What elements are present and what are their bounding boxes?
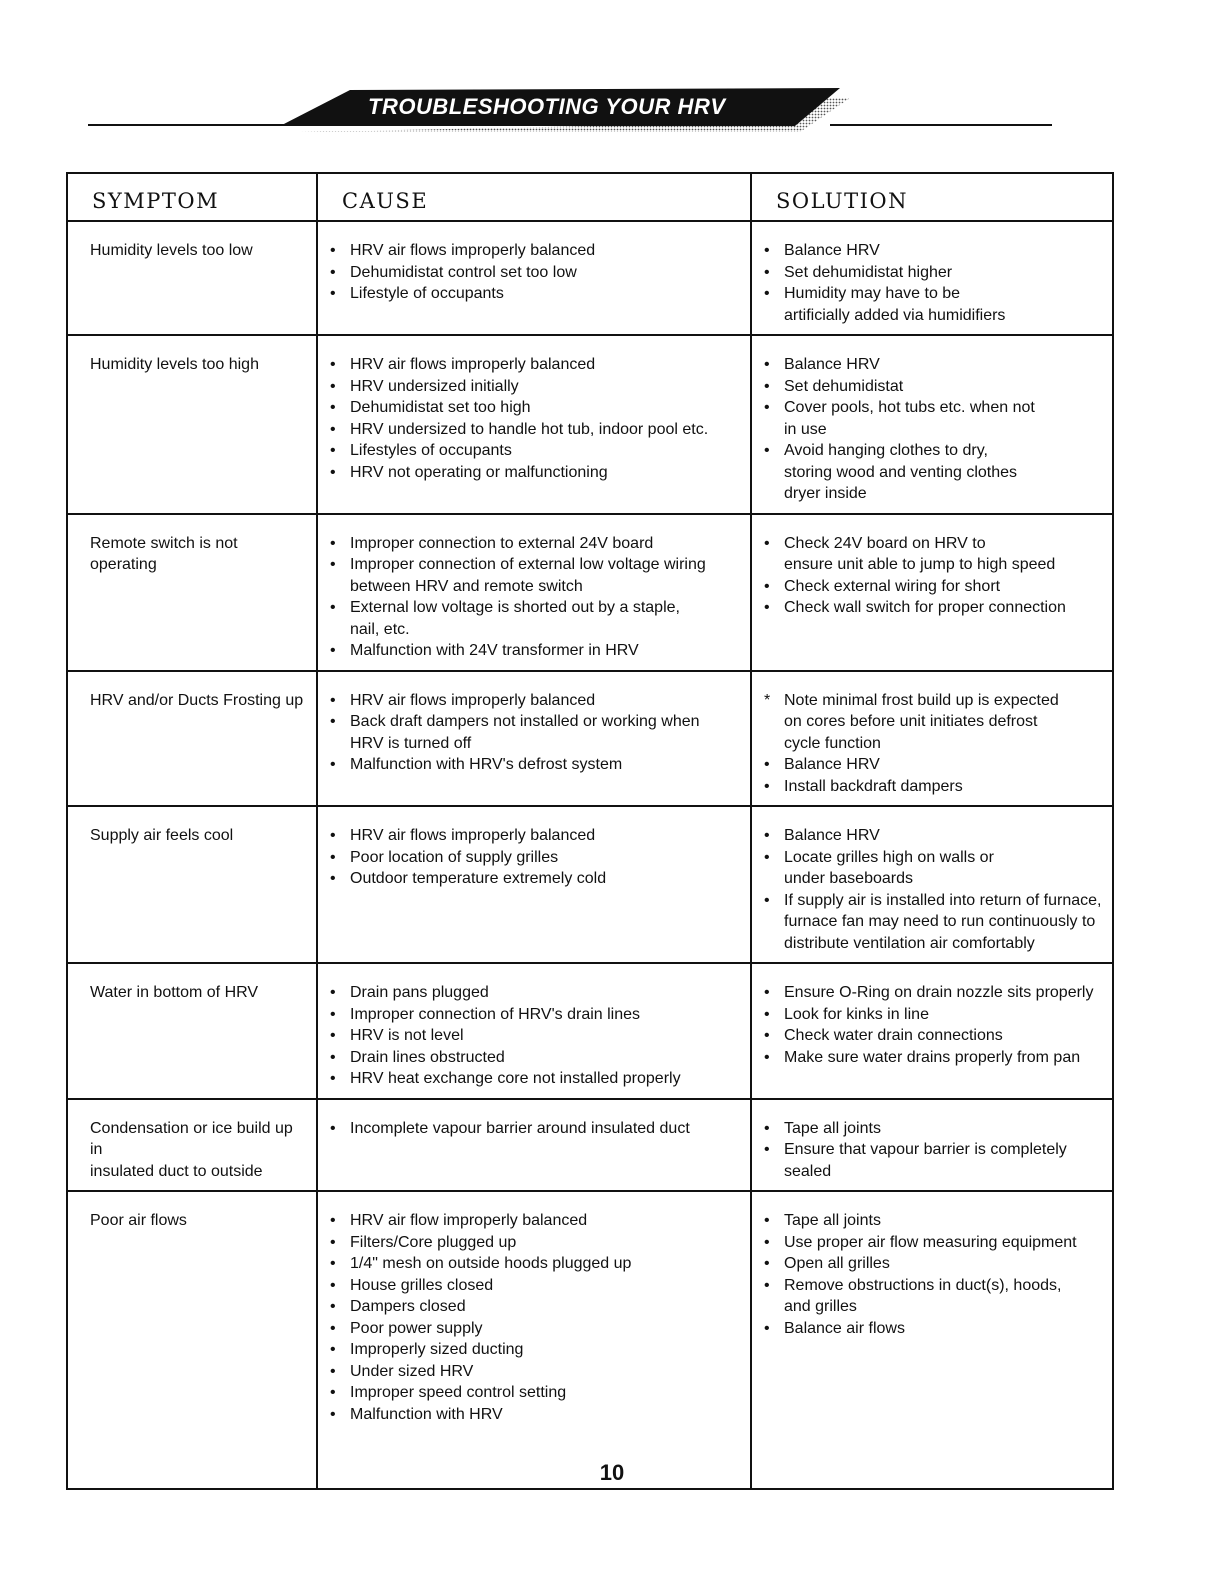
solution-cell [751,221,1113,335]
bullet-marker: • [330,356,336,373]
cause-item [330,1004,740,1026]
symptom-text: Humidity levels too low [90,242,253,259]
cause-item [330,1404,740,1426]
bullet-marker: • [764,984,770,1001]
cause-item-text: HRV undersized initially [350,377,519,395]
solution-item [764,1253,1102,1275]
bullet-marker: • [330,691,336,709]
cause-item-text: Malfunction with 24V transformer in HRV [350,642,639,659]
cause-item-text: Improper speed control setting [350,1384,567,1401]
bullet-marker: • [764,399,770,416]
bullet-marker: • [764,377,770,395]
solution-item [764,283,1102,326]
title-banner [280,86,860,136]
bullet-marker: • [330,1048,336,1066]
solution-item-text: Check wall switch for proper connection [784,599,1066,616]
symptom-text: Condensation or ice build up in insulated duct to outside [90,1119,293,1180]
bullet-marker: • [764,1048,770,1066]
cause-item-text: HRV air flows improperly balanced [350,356,596,373]
cause-item-text: Malfunction with HRV [350,1405,503,1423]
bullet-marker: • [330,1362,336,1380]
cause-item [330,462,740,484]
header-rule-right [830,124,1052,126]
cause-item-text: Poor power supply [350,1319,483,1337]
bullet-marker: • [764,848,770,866]
bullet-marker: • [764,356,770,373]
bullet-marker: • [764,263,770,281]
troubleshooting-table [66,172,1114,1490]
bullet-marker: • [764,1319,770,1337]
table-row [67,335,1113,514]
cause-item [330,825,740,847]
solution-item-text: Tape all joints [784,1212,881,1229]
bullet-marker: • [330,870,336,887]
symptom-cell [67,806,317,963]
solution-item-text: If supply air is installed into return of furnace, furnace fan may need to run continuously to distribute ventilation air comfortably [784,891,1102,952]
cause-item [330,419,740,441]
bullet-marker: • [330,1319,336,1337]
cause-item [330,533,740,555]
solution-item [764,1210,1102,1232]
solution-item-text: Ensure O-Ring on drain nozzle sits properly [784,984,1094,1001]
solution-item-text: Balance air flows [784,1319,905,1337]
table-row [67,221,1113,335]
cause-item-text: Back draft dampers not installed or working when HRV is turned off [350,713,700,752]
cause-item [330,1210,740,1232]
symptom-cell [67,963,317,1099]
table-row [67,1191,1113,1489]
symptom-text: Water in bottom of HRV [90,984,259,1001]
bullet-marker: • [330,984,336,1001]
solution-cell [751,671,1113,807]
solution-cell [751,1191,1113,1489]
bullet-marker: • [330,848,336,866]
cause-cell [317,335,751,514]
cause-cell [317,514,751,671]
solution-item-text: Use proper air flow measuring equipment [784,1233,1077,1251]
solution-item [764,576,1102,598]
solution-item-text: Tape all joints [784,1119,881,1137]
solution-item-text: Open all grilles [784,1255,890,1272]
solution-item [764,825,1102,847]
bullet-marker: • [330,420,336,438]
bullet-marker: • [330,442,336,459]
bullet-marker: • [330,1255,336,1272]
solution-item-text: Check 24V board on HRV to ensure unit able to jump to high speed [784,534,1056,573]
symptom-text: Poor air flows [90,1212,187,1229]
cause-cell [317,1099,751,1192]
cause-item [330,1275,740,1297]
solution-item [764,1047,1102,1069]
bullet-marker: • [764,756,770,773]
cause-item [330,262,740,284]
solution-cell [751,1099,1113,1192]
cause-item-text: Dehumidistat control set too low [350,263,577,281]
cause-item-text: Filters/Core plugged up [350,1233,517,1251]
cause-item [330,354,740,376]
cause-cell [317,1191,751,1489]
cause-item-text: Improperly sized ducting [350,1341,524,1358]
cause-item-text: 1/4" mesh on outside hoods plugged up [350,1255,632,1272]
bullet-marker: • [330,1119,336,1137]
cause-item-text: HRV air flows improperly balanced [350,827,596,844]
solution-item-text: Cover pools, hot tubs etc. when not in use [784,399,1035,438]
cause-cell [317,806,751,963]
cause-item [330,1318,740,1340]
bullet-marker: • [764,1141,770,1158]
cause-item-text: Drain lines obstructed [350,1048,505,1066]
asterisk-marker: * [764,691,771,709]
bullet-marker: • [764,577,770,595]
cause-item-text: HRV undersized to handle hot tub, indoor pool etc. [350,420,709,438]
cause-item [330,711,740,754]
bullet-marker: • [330,263,336,281]
cause-item-text: Incomplete vapour barrier around insulated duct [350,1119,690,1137]
cause-item [330,847,740,869]
solution-item [764,440,1102,505]
solution-item [764,847,1102,890]
page-number: 10 [599,1460,625,1485]
symptom-text: Supply air feels cool [90,827,234,844]
bullet-marker: • [764,242,770,259]
bullet-marker: • [330,1233,336,1251]
solution-item-text: Avoid hanging clothes to dry, storing wood and venting clothes dryer inside [784,442,1018,502]
symptom-text: Humidity levels too high [90,356,259,373]
solution-item-text: Ensure that vapour barrier is completely sealed [784,1141,1067,1180]
bullet-marker: • [330,1027,336,1044]
cause-item [330,1025,740,1047]
bullet-marker: • [330,463,336,481]
cause-item-text: External low voltage is shorted out by a staple, nail, etc. [350,599,680,638]
cause-item-text: Drain pans plugged [350,984,489,1001]
cause-item-text: Improper connection to external 24V board [350,534,654,552]
bullet-marker: • [764,1119,770,1137]
cause-cell [317,963,751,1099]
solution-item [764,1118,1102,1140]
solution-item-text: Balance HRV [784,827,880,844]
cause-item-text: Malfunction with HRV's defrost system [350,756,623,773]
cause-item-text: Lifestyle of occupants [350,285,504,302]
bullet-marker: • [764,285,770,302]
symptom-text: HRV and/or Ducts Frosting up [90,691,304,709]
bullet-marker: • [330,1212,336,1229]
bullet-marker: • [764,777,770,795]
cause-item-text: HRV air flow improperly balanced [350,1212,588,1229]
symptom-cell [67,221,317,335]
solution-item-text: Balance HRV [784,356,880,373]
bullet-marker: • [330,1384,336,1401]
cause-cell [317,221,751,335]
bullet-marker: • [764,827,770,844]
cause-item [330,690,740,712]
bullet-marker: • [330,285,336,302]
table-row [67,806,1113,963]
bullet-marker: • [764,891,770,909]
solution-item-text: Check external wiring for short [784,577,1001,595]
header-cause: CAUSE [317,173,751,221]
solution-item [764,1004,1102,1026]
bullet-marker: • [330,1298,336,1315]
solution-cell [751,963,1113,1099]
solution-item [764,397,1102,440]
cause-item [330,1253,740,1275]
solution-item-text: Balance HRV [784,756,880,773]
bullet-marker: • [330,377,336,395]
header-symptom: SYMPTOM [67,173,317,221]
symptom-text: Remote switch is not operating [90,534,238,573]
cause-item-text: HRV not operating or malfunctioning [350,463,608,481]
cause-item [330,1068,740,1090]
cause-item [330,1232,740,1254]
page-title: TROUBLESHOOTING YOUR HRV [368,94,726,119]
bullet-marker: • [764,1005,770,1023]
bullet-marker: • [330,1005,336,1023]
bullet-marker: • [330,242,336,259]
cause-item-text: Dampers closed [350,1298,466,1315]
cause-item-text: HRV heat exchange core not installed properly [350,1070,681,1087]
solution-note [764,690,1102,755]
cause-item-text: Under sized HRV [350,1362,474,1380]
solution-item [764,1139,1102,1182]
solution-item-text: Remove obstructions in duct(s), hoods, and grilles [784,1276,1062,1315]
solution-item-text: Set dehumidistat higher [784,263,953,281]
solution-item-text: Balance HRV [784,242,880,259]
solution-item [764,982,1102,1004]
note-text: Note minimal frost build up is expected on cores before unit initiates defrost cycle function [784,691,1059,752]
bullet-marker: • [330,599,336,616]
bullet-marker: • [764,1255,770,1272]
bullet-marker: • [330,642,336,659]
solution-item-text: Locate grilles high on walls or under baseboards [784,848,994,887]
cause-item [330,283,740,305]
cause-item-text: Outdoor temperature extremely cold [350,870,607,887]
cause-item-text: Poor location of supply grilles [350,848,559,866]
solution-item-text: Check water drain connections [784,1027,1003,1044]
solution-item-text: Set dehumidistat [784,377,904,395]
cause-item [330,982,740,1004]
header-solution: SOLUTION [751,173,1113,221]
bullet-marker: • [330,556,336,573]
cause-item [330,1047,740,1069]
bullet-marker: • [764,534,770,552]
cause-item [330,868,740,890]
symptom-cell [67,1099,317,1192]
symptom-cell [67,671,317,807]
cause-item-text: Improper connection of HRV's drain lines [350,1005,641,1023]
cause-item-text: HRV air flows improperly balanced [350,691,596,709]
bullet-marker: • [330,756,336,773]
bullet-marker: • [330,534,336,552]
solution-item-text: Install backdraft dampers [784,777,963,795]
cause-item [330,1296,740,1318]
bullet-marker: • [330,399,336,416]
cause-item-text: Dehumidistat set too high [350,399,531,416]
bullet-marker: • [330,1276,336,1294]
solution-item [764,776,1102,798]
table-row [67,671,1113,807]
bullet-marker: • [764,599,770,616]
cause-item [330,554,740,597]
solution-item [764,376,1102,398]
cause-item-text: House grilles closed [350,1276,494,1294]
cause-item [330,397,740,419]
cause-item [330,1382,740,1404]
cause-item [330,1361,740,1383]
cause-cell [317,671,751,807]
solution-item-text: Make sure water drains properly from pan [784,1048,1081,1066]
cause-item [330,1339,740,1361]
solution-item [764,533,1102,576]
symptom-cell [67,335,317,514]
bullet-marker: • [330,713,336,730]
bullet-marker: • [330,1341,336,1358]
bullet-marker: • [330,1405,336,1423]
solution-item [764,262,1102,284]
table-header-row [67,173,1113,221]
bullet-marker: • [764,442,770,459]
solution-cell [751,514,1113,671]
solution-item-text: Look for kinks in line [784,1005,929,1023]
solution-item-text: Humidity may have to be artificially added via humidifiers [784,285,1006,324]
cause-item [330,754,740,776]
cause-item [330,1118,740,1140]
table-row [67,514,1113,671]
cause-item [330,640,740,662]
cause-item-text: Improper connection of external low voltage wiring between HRV and remote switch [350,556,706,595]
cause-item-text: HRV is not level [350,1027,464,1044]
bullet-marker: • [764,1233,770,1251]
solution-cell [751,806,1113,963]
bullet-marker: • [764,1027,770,1044]
solution-item [764,1275,1102,1318]
table-body [67,221,1113,1489]
solution-item [764,1025,1102,1047]
solution-item [764,240,1102,262]
cause-item [330,376,740,398]
bullet-marker: • [764,1212,770,1229]
solution-item [764,1232,1102,1254]
solution-item [764,890,1102,955]
cause-item [330,597,740,640]
solution-cell [751,335,1113,514]
solution-item [764,354,1102,376]
symptom-cell [67,1191,317,1489]
bullet-marker: • [330,827,336,844]
cause-item-text: HRV air flows improperly balanced [350,242,596,259]
bullet-marker: • [764,1276,770,1294]
bullet-marker: • [330,1070,336,1087]
solution-item [764,1318,1102,1340]
solution-item [764,754,1102,776]
table-row [67,1099,1113,1192]
table-row [67,963,1113,1099]
cause-item [330,240,740,262]
symptom-cell [67,514,317,671]
cause-item [330,440,740,462]
solution-item [764,597,1102,619]
cause-item-text: Lifestyles of occupants [350,442,512,459]
